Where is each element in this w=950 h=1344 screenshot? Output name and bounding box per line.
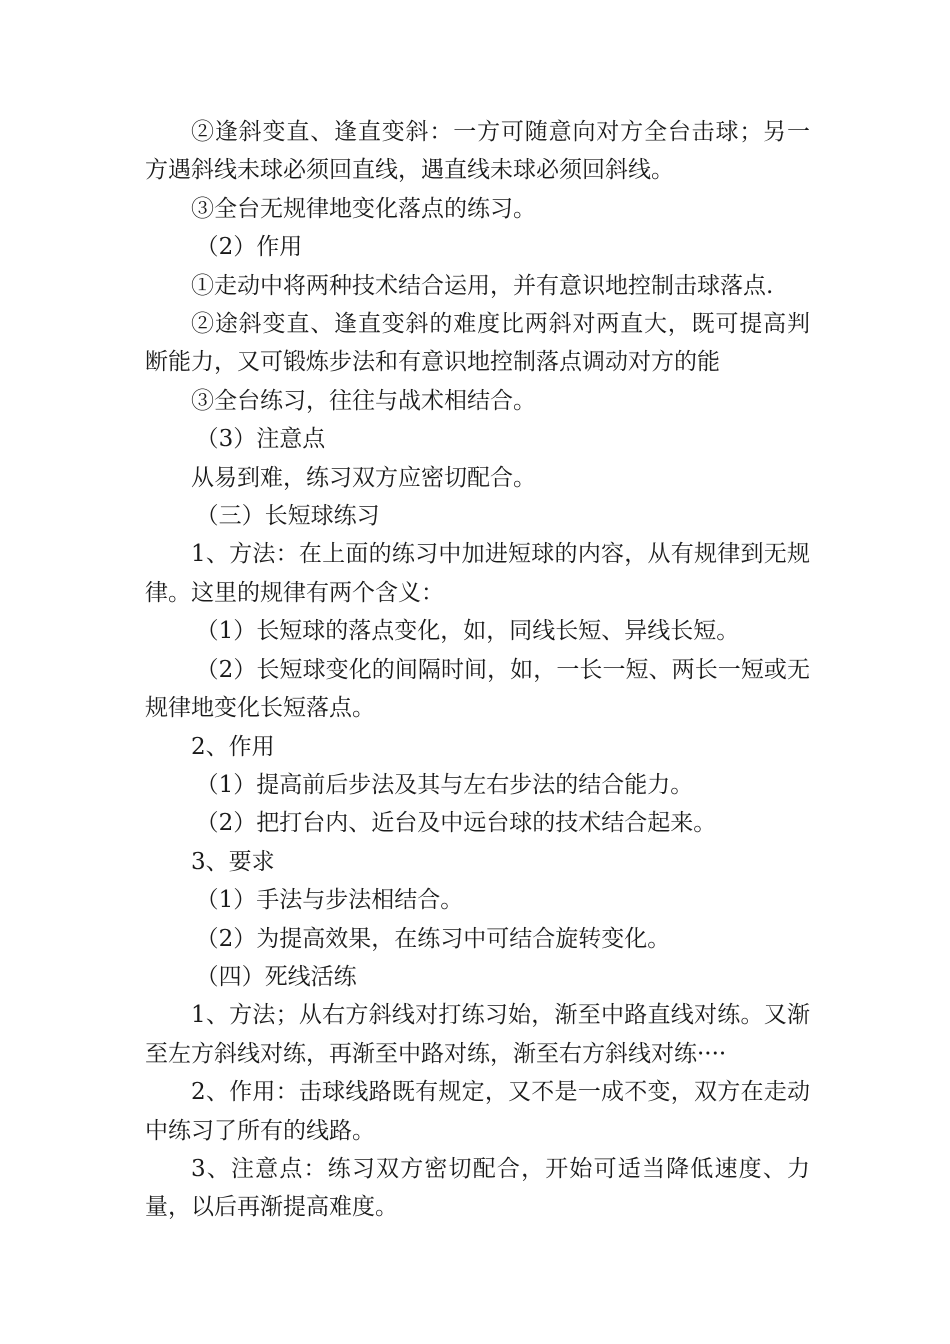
- section-heading-long-short: （三）长短球练习: [195, 503, 380, 530]
- paragraph-method-item-3: ③全台无规律地变化落点的练习。: [191, 195, 536, 222]
- paragraph-requirement-2: （2）为提高效果，在练习中可结合旋转变化。: [195, 925, 671, 952]
- paragraph-long-short-effect-1: （1）提高前后步法及其与左右步法的结合能力。: [195, 771, 694, 798]
- paragraph-long-short-rule-2: （2）长短球变化的间隔时间，如，一长一短、两长一短或无规律地变化长短落点。: [145, 656, 810, 722]
- paragraph-long-short-rule-1: （1）长短球的落点变化，如，同线长短、异线长短。: [195, 618, 740, 645]
- paragraph-dead-line-notes: 3、注意点：练习双方密切配合，开始可适当降低速度、力量，以后再渐提高难度。: [145, 1155, 810, 1221]
- section-heading-dead-line: （四）死线活练: [195, 963, 357, 990]
- paragraph-effect-item-1: ①走动中将两种技术结合运用，并有意识地控制击球落点.: [191, 272, 774, 299]
- paragraph-effect-item-2: ②途斜变直、逢直变斜的难度比两斜对两直大，既可提高判断能力，又可锻炼步法和有意识地控制落点调动对方的能: [145, 311, 810, 376]
- paragraph-requirement-1: （1）手法与步法相结合。: [195, 887, 464, 914]
- document-body: [145, 113, 810, 1227]
- heading-long-short-effect: 2、作用: [191, 733, 275, 760]
- heading-effect: （2）作用: [195, 234, 303, 261]
- paragraph-long-short-method: 1、方法：在上面的练习中加进短球的内容，从有规律到无规律。这里的规律有两个含义：: [145, 541, 810, 606]
- paragraph-dead-line-method: 1、方法；从右方斜线对打练习始，渐至中路直线对练。又渐至左方斜线对练，再渐至中路对练，渐至右方斜线对练····: [145, 1002, 810, 1067]
- heading-notes: （3）注意点: [195, 426, 326, 453]
- paragraph-notes-text: 从易到难，练习双方应密切配合。: [191, 464, 536, 491]
- paragraph-dead-line-effect: 2、作用：击球线路既有规定，又不是一成不变，双方在走动中练习了所有的线路。: [145, 1079, 810, 1144]
- paragraph-method-item-2: ②逢斜变直、逢直变斜：一方可随意向对方全台击球；另一方遇斜线未球必须回直线，遇直线未球必须回斜线。: [145, 119, 810, 184]
- paragraph-effect-item-3: ③全台练习，往往与战术相结合。: [191, 387, 536, 414]
- heading-long-short-requirements: 3、要求: [191, 848, 275, 875]
- paragraph-long-short-effect-2: （2）把打台内、近台及中远台球的技术结合起来。: [195, 810, 717, 837]
